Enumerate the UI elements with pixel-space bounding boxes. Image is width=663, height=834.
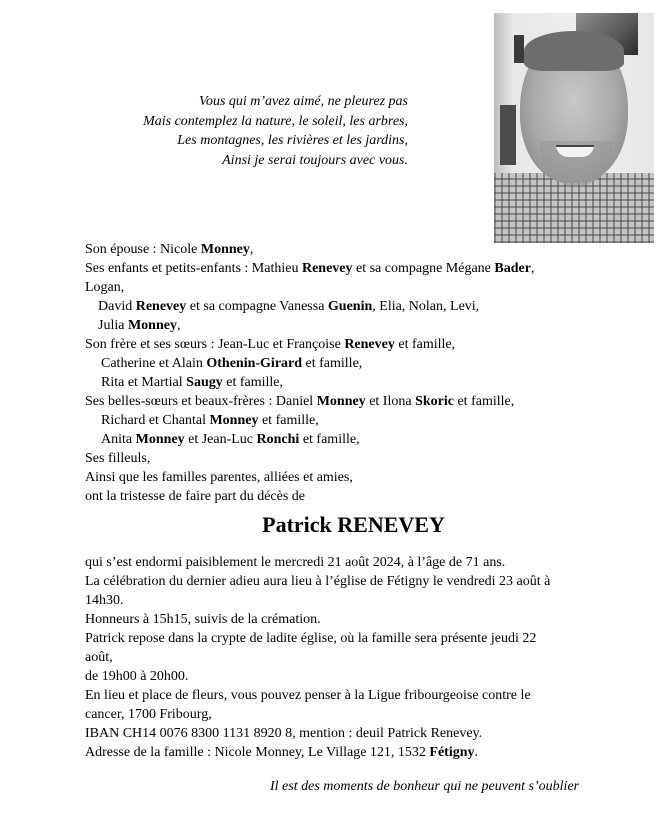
detail-line-iban: IBAN CH14 0076 8300 1131 8920 8, mention : deuil Patrick Renevey. xyxy=(85,726,483,741)
text: et famille, xyxy=(453,394,515,409)
announcement-line xyxy=(85,487,645,506)
text: et Ilona xyxy=(365,394,416,409)
poem-line: Mais contemplez la nature, le soleil, les arbres, xyxy=(143,113,408,129)
text: Logan, xyxy=(85,280,125,295)
text: et famille, xyxy=(258,413,319,428)
text: David xyxy=(98,299,136,314)
poem xyxy=(90,92,408,170)
family-line-children xyxy=(85,259,645,278)
surname: Bader xyxy=(494,261,531,276)
detail-line-donation-address: cancer, 1700 Fribourg, xyxy=(85,707,212,722)
text: et famille, xyxy=(222,375,283,390)
poem-line: Les montagnes, les rivières et les jardins, xyxy=(177,133,408,148)
text: Son frère et ses sœurs : Jean-Luc et Françoise xyxy=(85,337,345,352)
surname: Monney xyxy=(135,432,185,447)
family-line xyxy=(85,411,645,430)
surname: Monney xyxy=(127,318,177,333)
text: Catherine et Alain xyxy=(101,356,207,371)
surname: Othenin-Girard xyxy=(206,356,303,371)
surname: Monney xyxy=(316,394,366,409)
detail-line-ceremony: La célébration du dernier adieu aura lieu à l’église de Fétigny le vendredi 23 août à xyxy=(85,574,551,589)
detail-line-visiting-hours: de 19h00 à 20h00. xyxy=(85,669,189,684)
detail-line-crypt-date: août, xyxy=(85,650,113,665)
text: , xyxy=(249,242,254,257)
surname: Renevey xyxy=(344,337,395,352)
text: Julia xyxy=(98,318,128,333)
surname: Ronchi xyxy=(256,432,300,447)
family-line-siblings xyxy=(85,335,645,354)
text: Richard et Chantal xyxy=(101,413,210,428)
service-details xyxy=(85,553,645,762)
closing-quote: Il est des moments de bonheur qui ne peuvent s’oublier xyxy=(270,779,580,794)
poem-line: Ainsi je serai toujours avec vous. xyxy=(222,152,408,168)
text: et famille, xyxy=(299,432,360,447)
portrait-photo xyxy=(494,13,654,243)
surname: Monney xyxy=(200,242,250,257)
text: Anita xyxy=(101,432,136,447)
family-line xyxy=(85,354,645,373)
text: Ses filleuls, xyxy=(85,451,151,466)
text: Son épouse : Nicole xyxy=(85,242,201,257)
text: Ainsi que les familles parentes, alliées et amies, xyxy=(85,470,353,485)
text: , Elia, Nolan, Levi, xyxy=(372,299,480,314)
family-line xyxy=(85,373,645,392)
detail-line-ceremony-time: 14h30. xyxy=(85,593,124,608)
family-line-relatives xyxy=(85,468,645,487)
family-line-godchildren xyxy=(85,449,645,468)
family-line xyxy=(85,278,645,297)
detail-line-family-address xyxy=(85,743,645,762)
text: et sa compagne Vanessa xyxy=(186,299,328,314)
town: Fétigny xyxy=(429,745,475,760)
text: et Jean-Luc xyxy=(184,432,257,447)
family-line xyxy=(85,316,645,335)
text: et sa compagne Mégane xyxy=(352,261,495,276)
text: et famille, xyxy=(302,356,363,371)
surname: Monney xyxy=(209,413,259,428)
text: Ses enfants et petits-enfants : Mathieu xyxy=(85,261,302,276)
surname: Renevey xyxy=(301,261,353,276)
photo-hair xyxy=(524,31,624,71)
text: , xyxy=(530,261,535,276)
text: Ses belles-sœurs et beaux-frères : Daniel xyxy=(85,394,317,409)
text: ont la tristesse de faire part du décès de xyxy=(85,489,306,504)
surname: Renevey xyxy=(135,299,187,314)
detail-line-crypt: Patrick repose dans la crypte de ladite église, où la famille sera présente jeudi 22 xyxy=(85,631,537,646)
family-line xyxy=(85,430,645,449)
family-line xyxy=(85,297,645,316)
photo-door xyxy=(500,105,516,165)
photo-smile xyxy=(556,145,594,157)
text: Adresse de la famille : Nicole Monney, Le Village 121, 1532 xyxy=(85,745,430,760)
photo-wall-frame xyxy=(514,35,524,63)
deceased-name: Patrick RENEVEY xyxy=(262,512,445,537)
text: et famille, xyxy=(394,337,456,352)
surname: Skoric xyxy=(415,394,454,409)
detail-line-donation: En lieu et place de fleurs, vous pouvez penser à la Ligue fribourgeoise contre le xyxy=(85,688,531,703)
surname: Guenin xyxy=(327,299,373,314)
family-list xyxy=(85,240,645,506)
poem-line: Vous qui m’avez aimé, ne pleurez pas xyxy=(198,94,408,109)
text: . xyxy=(474,745,479,760)
surname: Saugy xyxy=(186,375,223,390)
text: Rita et Martial xyxy=(101,375,187,390)
text: , xyxy=(176,318,181,333)
family-line-spouse xyxy=(85,240,645,259)
detail-line-honours: Honneurs à 15h15, suivis de la crémation. xyxy=(85,612,321,627)
family-line-in-laws xyxy=(85,392,645,411)
detail-line-passing: qui s’est endormi paisiblement le mercredi 21 août 2024, à l’âge de 71 ans. xyxy=(85,555,506,570)
